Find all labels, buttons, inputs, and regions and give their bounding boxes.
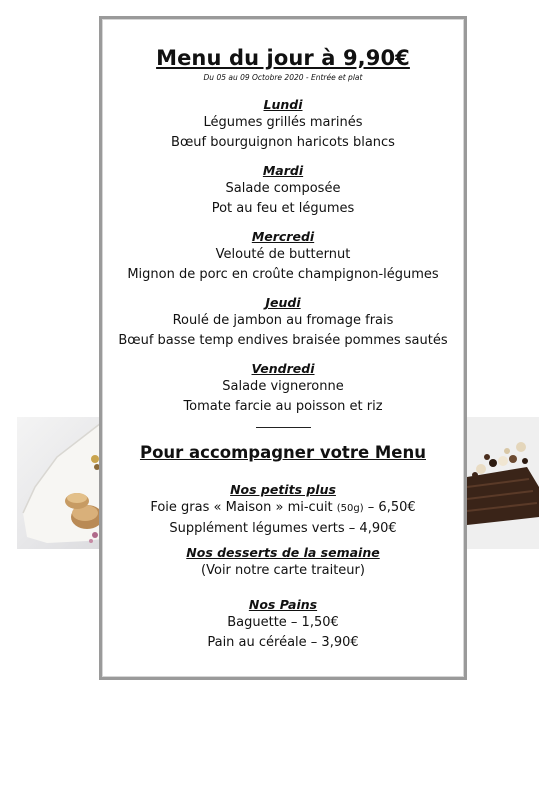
day-block-jeudi xyxy=(102,295,464,351)
dish: Velouté de butternut xyxy=(215,247,351,262)
dish: Roulé de jambon au fromage frais xyxy=(172,313,394,328)
menu-title: Menu du jour à 9,90€ xyxy=(156,46,410,70)
chocolate-cake-illustration xyxy=(467,417,539,549)
dish: Mignon de porc en croûte champignon-légumes xyxy=(127,267,439,282)
day-name: Mardi xyxy=(262,163,304,178)
desserts-title: Nos desserts de la semaine xyxy=(186,545,380,560)
foie-gras-illustration xyxy=(17,417,101,549)
menu-subtitle: Du 05 au 09 Octobre 2020 - Entrée et plat xyxy=(203,73,363,82)
day-name: Vendredi xyxy=(251,361,315,376)
day-block-mardi xyxy=(102,163,464,219)
day-block-vendredi xyxy=(102,361,464,417)
day-block-lundi xyxy=(102,97,464,153)
day-name: Jeudi xyxy=(265,295,301,310)
dish: Tomate farcie au poisson et riz xyxy=(183,399,383,414)
day-block-mercredi xyxy=(102,229,464,285)
foie-gras-label: Foie gras « Maison » mi-cuit xyxy=(150,500,337,515)
dish: Salade composée xyxy=(225,181,341,196)
foie-gras-photo xyxy=(17,417,101,549)
desserts-note: (Voir notre carte traiteur) xyxy=(201,563,365,578)
foie-gras-price: – 6,50€ xyxy=(363,500,416,515)
bread-item: Pain au céréale – 3,90€ xyxy=(207,635,359,650)
dish: Légumes grillés marinés xyxy=(203,115,363,130)
extras-title: Pour accompagner votre Menu xyxy=(139,443,426,462)
foie-gras-item xyxy=(102,498,464,519)
day-name: Lundi xyxy=(263,97,303,112)
petits-plus-title: Nos petits plus xyxy=(230,482,336,497)
dish: Bœuf bourguignon haricots blancs xyxy=(171,135,395,150)
day-name: Mercredi xyxy=(251,229,315,244)
menu-card xyxy=(99,16,467,680)
chocolate-cake-photo xyxy=(467,417,539,549)
dish: Pot au feu et légumes xyxy=(211,201,355,216)
legumes-supplement-item: Supplément légumes verts – 4,90€ xyxy=(169,521,397,536)
foie-gras-quantity: (50g) xyxy=(336,503,364,514)
pains-title: Nos Pains xyxy=(248,597,318,612)
dish: Bœuf basse temp endives braisée pommes sautés xyxy=(118,333,448,348)
bread-item: Baguette – 1,50€ xyxy=(227,615,339,630)
dish: Salade vigneronne xyxy=(222,379,344,394)
section-divider xyxy=(256,427,311,428)
